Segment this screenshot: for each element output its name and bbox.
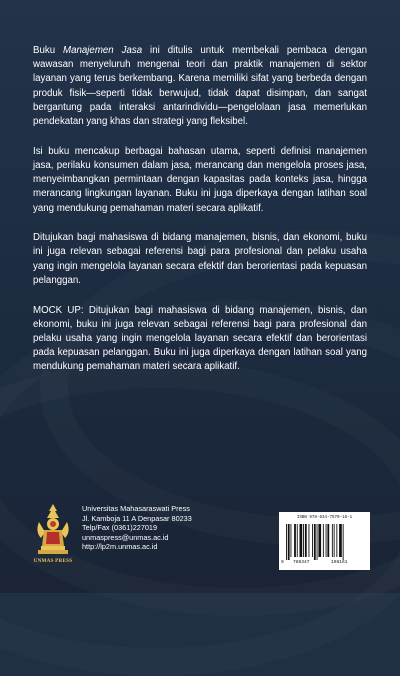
barcode-stripe bbox=[314, 524, 316, 560]
barcode-stripe bbox=[327, 524, 329, 557]
barcode-stripe bbox=[300, 524, 303, 557]
barcode-digits-right: 198161 bbox=[331, 560, 348, 565]
barcode-stripe bbox=[323, 524, 324, 557]
isbn-barcode bbox=[279, 512, 370, 570]
barcode-digits-left: 786347 bbox=[293, 560, 310, 565]
book-title-inline: Manajemen Jasa bbox=[63, 45, 143, 56]
barcode-stripe bbox=[339, 524, 342, 557]
unmas-press-logo-icon bbox=[33, 502, 73, 556]
publisher-name: Universitas Mahasaraswati Press bbox=[82, 504, 190, 513]
barcode-stripe bbox=[332, 524, 333, 557]
barcode-digit-first: 9 bbox=[281, 560, 284, 565]
logo-caption: UNMAS PRESS bbox=[33, 558, 73, 564]
p1-lead: Buku bbox=[33, 45, 64, 56]
barcode-stripe bbox=[336, 524, 337, 557]
publisher-address: Jl. Kamboja 11 A Denpasar 80233 bbox=[82, 513, 192, 523]
barcode-digits bbox=[279, 560, 370, 568]
synopsis-paragraph-4: MOCK UP: Ditujukan bagi mahasiswa di bidang manajemen, bisnis, dan ekonomi, buku ini juga relevan sebagai referensi bagi para profesional dan pelaku usaha yang ingin mengelola layanan secara efektif dan berorientasi pada kepuasan pelanggan. Buku ini juga diperkaya dengan latihan soal yang mendukung pemahaman materi secara aplikatif. bbox=[33, 304, 367, 373]
publisher-phone: Telp/Fax (0361)227019 bbox=[82, 523, 158, 533]
publisher-website: http://lp2m.unmas.ac.id bbox=[82, 542, 158, 552]
isbn-number: ISBN 978-634-7570-16-1 bbox=[296, 516, 353, 520]
barcode-stripe bbox=[286, 524, 287, 560]
publisher-footer bbox=[0, 496, 400, 593]
barcode-stripe bbox=[312, 524, 313, 557]
barcode-stripe bbox=[317, 524, 318, 560]
publisher-info bbox=[82, 504, 192, 552]
barcode-bars bbox=[286, 524, 364, 560]
barcode-stripe bbox=[343, 524, 344, 560]
synopsis-paragraph-1 bbox=[33, 44, 367, 129]
synopsis-paragraph-2: Isi buku mencakup berbagai bahasan utama, seperti definisi manajemen jasa, perilaku konsumen dalam jasa, merancang dan mengelola proses jasa, menyeimbangkan permintaan dengan kapasitas pada konteks jasa, hingga merancang lingkungan layanan. Buku ini juga diperkaya dengan latihan soal yang mendukung pemahaman materi secara aplikatif. bbox=[33, 145, 367, 214]
barcode-stripe bbox=[303, 524, 304, 557]
barcode-stripe bbox=[291, 524, 292, 557]
synopsis-paragraph-3: Ditujukan bagi mahasiswa di bidang manajemen, bisnis, dan ekonomi, buku ini juga relevan sebagai referensi bagi para profesional dan pelaku usaha yang ingin mengelola layanan secara efektif dan berorientasi pada kepuasan pelanggan. bbox=[33, 232, 367, 286]
barcode-stripe bbox=[334, 524, 335, 557]
p1-rest: ini ditulis untuk membekali pembaca dengan wawasan menyeluruh mengenai teori dan praktik manajemen di sektor layanan yang terus berkembang. Karena memiliki sifat yang berbeda dengan produk fisik—seperti tidak berwujud, tidak dapat disimpan, dan sangat bergantung pada interaksi antarindividu—pengelolaan jasa memerlukan pendekatan yang khas dan strategi yang fleksibel. bbox=[33, 45, 368, 128]
synopsis bbox=[33, 44, 367, 390]
publisher-email: unmaspress@unmas.ac.id bbox=[82, 532, 169, 542]
barcode-stripe bbox=[294, 524, 296, 557]
barcode-stripe bbox=[309, 524, 310, 557]
barcode-stripe bbox=[318, 524, 321, 557]
barcode-stripe bbox=[288, 524, 290, 560]
barcode-stripe bbox=[326, 524, 327, 557]
barcode-stripe bbox=[297, 524, 298, 557]
barcode-stripe bbox=[305, 524, 307, 557]
